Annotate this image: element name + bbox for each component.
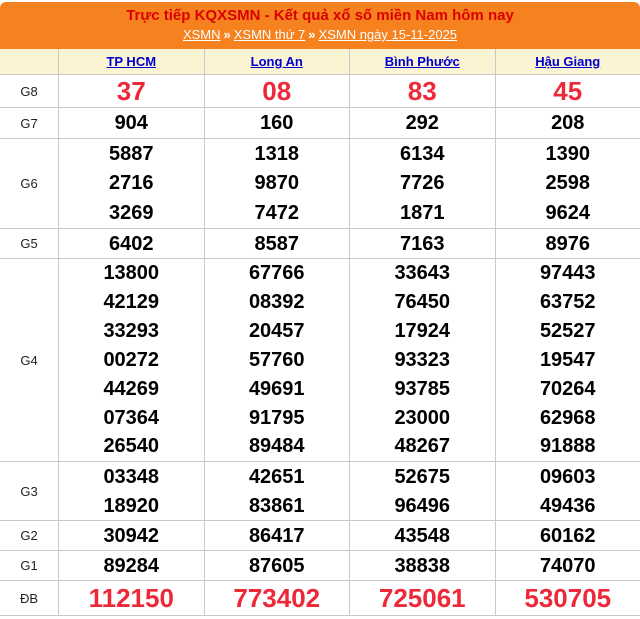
prize-number: 83: [408, 77, 437, 106]
prize-number: 00272: [103, 349, 159, 371]
prize-number: 530705: [524, 584, 611, 613]
prize-cell: [349, 108, 495, 138]
prize-number: 160: [260, 112, 293, 134]
prize-cell: [204, 581, 350, 615]
prize-label: G2: [0, 521, 58, 550]
prize-number: 89484: [249, 435, 305, 457]
prize-row-G3: [0, 461, 640, 520]
prize-number: 52675: [394, 466, 450, 488]
prize-number: 13800: [103, 262, 159, 284]
prize-cell: [349, 551, 495, 580]
prize-number: 292: [406, 112, 439, 134]
prize-number: 7472: [255, 202, 300, 224]
prize-cell: [58, 521, 204, 550]
prize-number: 09603: [540, 466, 596, 488]
prize-label: G5: [0, 229, 58, 258]
prize-cell: [349, 462, 495, 520]
prize-cell: [495, 462, 640, 520]
prize-number: 42651: [249, 466, 305, 488]
prize-cell: [349, 229, 495, 258]
prize-cell: [495, 551, 640, 580]
prize-cell: [495, 581, 640, 615]
prize-label: G4: [0, 259, 58, 461]
prize-cell: [495, 75, 640, 107]
prize-row-ĐB: [0, 580, 640, 615]
prize-number: 23000: [394, 407, 450, 429]
prize-cell: [58, 581, 204, 615]
prize-cell: [495, 259, 640, 461]
prize-number: 773402: [233, 584, 320, 613]
prize-cell: [495, 229, 640, 258]
prize-cell: [495, 139, 640, 228]
prize-number: 45: [553, 77, 582, 106]
column-header-tphcm: [58, 49, 204, 74]
prize-cell: [495, 521, 640, 550]
results-table: [0, 49, 640, 616]
prize-number: 91795: [249, 407, 305, 429]
prize-number: 87605: [249, 555, 305, 577]
column-header-haugiang: [495, 49, 640, 74]
prize-number: 30942: [103, 525, 159, 547]
prize-number: 208: [551, 112, 584, 134]
prize-label: G8: [0, 75, 58, 107]
prize-row-G5: [0, 228, 640, 258]
prize-number: 96496: [394, 495, 450, 517]
prize-number: 76450: [394, 291, 450, 313]
prize-label: G3: [0, 462, 58, 520]
prize-number: 93323: [394, 349, 450, 371]
breadcrumb-separator: »: [224, 27, 231, 42]
prize-number: 89284: [103, 555, 159, 577]
prize-number: 18920: [103, 495, 159, 517]
column-header-longan: [204, 49, 350, 74]
prize-number: 7726: [400, 172, 445, 194]
prize-number: 17924: [394, 320, 450, 342]
prize-cell: [58, 229, 204, 258]
prize-row-G4: [0, 258, 640, 461]
prize-row-G7: [0, 107, 640, 138]
prize-number: 38838: [394, 555, 450, 577]
prize-cell: [204, 108, 350, 138]
prize-number: 112150: [89, 584, 174, 613]
prize-number: 33643: [394, 262, 450, 284]
prize-row-G6: [0, 138, 640, 228]
prize-number: 49436: [540, 495, 596, 517]
prize-number: 5887: [109, 143, 154, 165]
prize-number: 9624: [546, 202, 591, 224]
prize-number: 3269: [109, 202, 154, 224]
prize-cell: [58, 139, 204, 228]
prize-number: 60162: [540, 525, 596, 547]
breadcrumb: [0, 26, 640, 43]
prize-number: 03348: [103, 466, 159, 488]
prize-label: ĐB: [0, 581, 58, 615]
prize-cell: [204, 139, 350, 228]
live-results-banner: [0, 2, 640, 49]
prize-number: 43548: [394, 525, 450, 547]
prize-cell: [349, 75, 495, 107]
prize-number: 1871: [400, 202, 445, 224]
prize-number: 8976: [546, 233, 591, 255]
prize-cell: [58, 108, 204, 138]
prize-cell: [349, 259, 495, 461]
prize-number: 1318: [255, 143, 300, 165]
prize-number: 49691: [249, 378, 305, 400]
column-header-binhphuoc: [349, 49, 495, 74]
prize-number: 07364: [103, 407, 159, 429]
table-bottom-border: [0, 615, 640, 616]
prize-number: 48267: [394, 435, 450, 457]
column-header-link-haugiang[interactable]: Hậu Giang: [535, 54, 600, 69]
prize-cell: [349, 521, 495, 550]
prize-cell: [349, 581, 495, 615]
prize-number: 7163: [400, 233, 445, 255]
column-header-link-binhphuoc[interactable]: Bình Phước: [385, 54, 460, 69]
prize-cell: [204, 462, 350, 520]
prize-number: 26540: [103, 435, 159, 457]
prize-number: 8587: [255, 233, 300, 255]
prize-cell: [349, 139, 495, 228]
prize-cell: [58, 551, 204, 580]
prize-number: 9870: [255, 172, 300, 194]
column-header-link-longan[interactable]: Long An: [251, 54, 303, 69]
column-header-link-tphcm[interactable]: TP HCM: [106, 54, 156, 69]
prize-number: 52527: [540, 320, 596, 342]
results-table-header: [0, 49, 640, 74]
prize-row-G1: [0, 550, 640, 580]
prize-number: 44269: [103, 378, 159, 400]
prize-cell: [204, 75, 350, 107]
prize-number: 08392: [249, 291, 305, 313]
prize-cell: [204, 521, 350, 550]
prize-number: 97443: [540, 262, 596, 284]
prize-column-spacer: [0, 49, 58, 74]
prize-number: 19547: [540, 349, 596, 371]
prize-number: 725061: [379, 584, 466, 613]
prize-number: 6134: [400, 143, 445, 165]
prize-label: G7: [0, 108, 58, 138]
prize-label: G6: [0, 139, 58, 228]
prize-number: 57760: [249, 349, 305, 371]
prize-cell: [58, 462, 204, 520]
prize-cell: [204, 229, 350, 258]
prize-number: 08: [262, 77, 291, 106]
prize-number: 37: [117, 77, 146, 106]
prize-cell: [495, 108, 640, 138]
prize-number: 74070: [540, 555, 596, 577]
prize-row-G8: [0, 74, 640, 107]
prize-number: 2716: [109, 172, 154, 194]
prize-number: 20457: [249, 320, 305, 342]
prize-cell: [204, 551, 350, 580]
breadcrumb-link-xsmn[interactable]: XSMN: [183, 27, 221, 42]
breadcrumb-link-xsmn-date[interactable]: XSMN ngày 15-11-2025: [319, 27, 458, 42]
prize-number: 70264: [540, 378, 596, 400]
prize-number: 91888: [540, 435, 596, 457]
prize-cell: [204, 259, 350, 461]
prize-number: 62968: [540, 407, 596, 429]
prize-number: 2598: [546, 172, 591, 194]
results-table-body: [0, 74, 640, 615]
prize-number: 86417: [249, 525, 305, 547]
prize-number: 33293: [103, 320, 159, 342]
prize-number: 93785: [394, 378, 450, 400]
breadcrumb-link-xsmn-thu-7[interactable]: XSMN thứ 7: [234, 27, 306, 42]
prize-number: 904: [115, 112, 148, 134]
prize-cell: [58, 75, 204, 107]
prize-number: 6402: [109, 233, 154, 255]
prize-number: 1390: [546, 143, 591, 165]
prize-number: 67766: [249, 262, 305, 284]
prize-number: 83861: [249, 495, 305, 517]
page-title: Trực tiếp KQXSMN - Kết quả xổ số miền Nam hôm nay: [0, 2, 640, 25]
prize-label: G1: [0, 551, 58, 580]
breadcrumb-separator: »: [308, 27, 315, 42]
prize-number: 63752: [540, 291, 596, 313]
prize-row-G2: [0, 520, 640, 550]
prize-number: 42129: [103, 291, 159, 313]
prize-cell: [58, 259, 204, 461]
